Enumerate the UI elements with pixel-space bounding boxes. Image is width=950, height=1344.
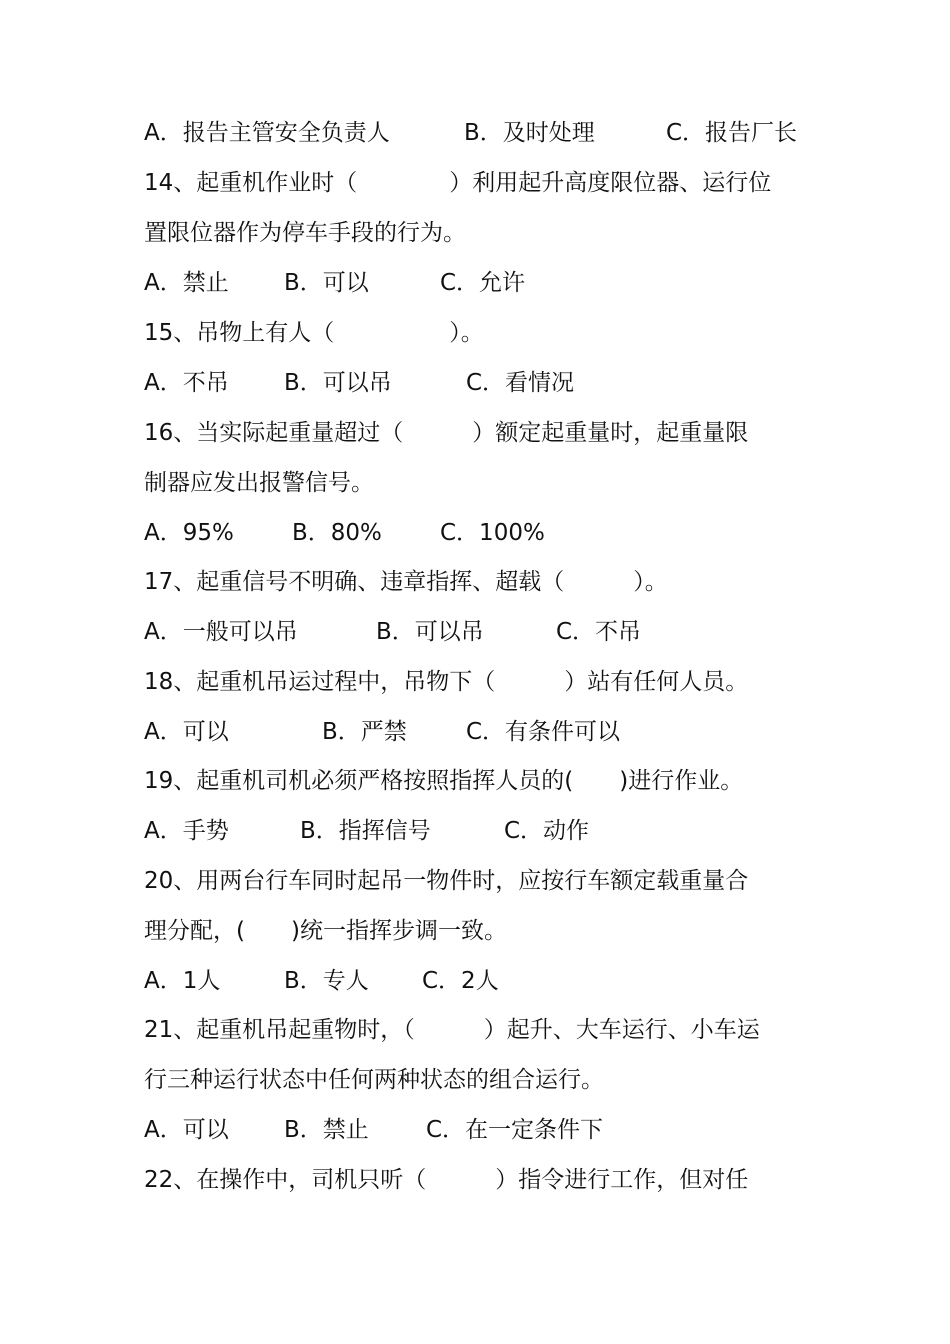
question-22-text: 22、在操作中，司机只听（ ）指令进行工作，但对任 <box>144 1167 749 1193</box>
option-c: C．2人 <box>422 968 499 994</box>
option-b: B．严禁 <box>322 719 407 745</box>
option-b: B．指挥信号 <box>300 818 431 844</box>
question-16-text-cont: 制器应发出报警信号。 <box>144 470 374 496</box>
option-a: A．可以 <box>144 1117 229 1143</box>
question-20-text-cont: 理分配，( )统一指挥步调一致。 <box>144 918 507 944</box>
option-b: B．80% <box>292 520 382 546</box>
option-a: A．禁止 <box>144 270 229 296</box>
option-a: A．报告主管安全负责人 <box>144 120 390 146</box>
option-c: C．动作 <box>504 818 590 844</box>
option-b: B．可以吊 <box>284 370 392 396</box>
question-14-text-cont: 置限位器作为停车手段的行为。 <box>144 220 466 246</box>
question-16-text: 16、当实际起重量超过（ ）额定起重量时，起重量限 <box>144 420 749 446</box>
option-a: A．95% <box>144 520 234 546</box>
question-17-text: 17、起重信号不明确、违章指挥、超载（ ）。 <box>144 569 668 595</box>
option-b: B．禁止 <box>284 1117 369 1143</box>
option-a: A．手势 <box>144 818 229 844</box>
option-c: C．报告厂长 <box>666 120 798 146</box>
question-14-text: 14、起重机作业时（ ）利用起升高度限位器、运行位 <box>144 170 772 196</box>
option-b: B．及时处理 <box>464 120 595 146</box>
question-19-text: 19、起重机司机必须严格按照指挥人员的( )进行作业。 <box>144 768 744 794</box>
question-18-text: 18、起重机吊运过程中，吊物下（ ）站有任何人员。 <box>144 669 749 695</box>
question-21-text-cont: 行三种运行状态中任何两种状态的组合运行。 <box>144 1067 604 1093</box>
question-20-text: 20、用两台行车同时起吊一物件时，应按行车额定载重量合 <box>144 868 749 894</box>
option-c: C．允许 <box>440 270 526 296</box>
option-a: A．1人 <box>144 968 221 994</box>
question-15-text: 15、吊物上有人（ ）。 <box>144 320 484 346</box>
option-b: B．可以吊 <box>376 619 484 645</box>
option-a: A．不吊 <box>144 370 229 396</box>
option-a: A．一般可以吊 <box>144 619 298 645</box>
option-c: C．不吊 <box>556 619 642 645</box>
option-c: C．有条件可以 <box>466 719 621 745</box>
option-c: C．100% <box>440 520 545 546</box>
option-a: A．可以 <box>144 719 229 745</box>
option-b: B．专人 <box>284 968 369 994</box>
option-c: C．看情况 <box>466 370 575 396</box>
question-21-text: 21、起重机吊起重物时，（ ）起升、大车运行、小车运 <box>144 1017 760 1043</box>
option-c: C．在一定条件下 <box>426 1117 604 1143</box>
option-b: B．可以 <box>284 270 369 296</box>
